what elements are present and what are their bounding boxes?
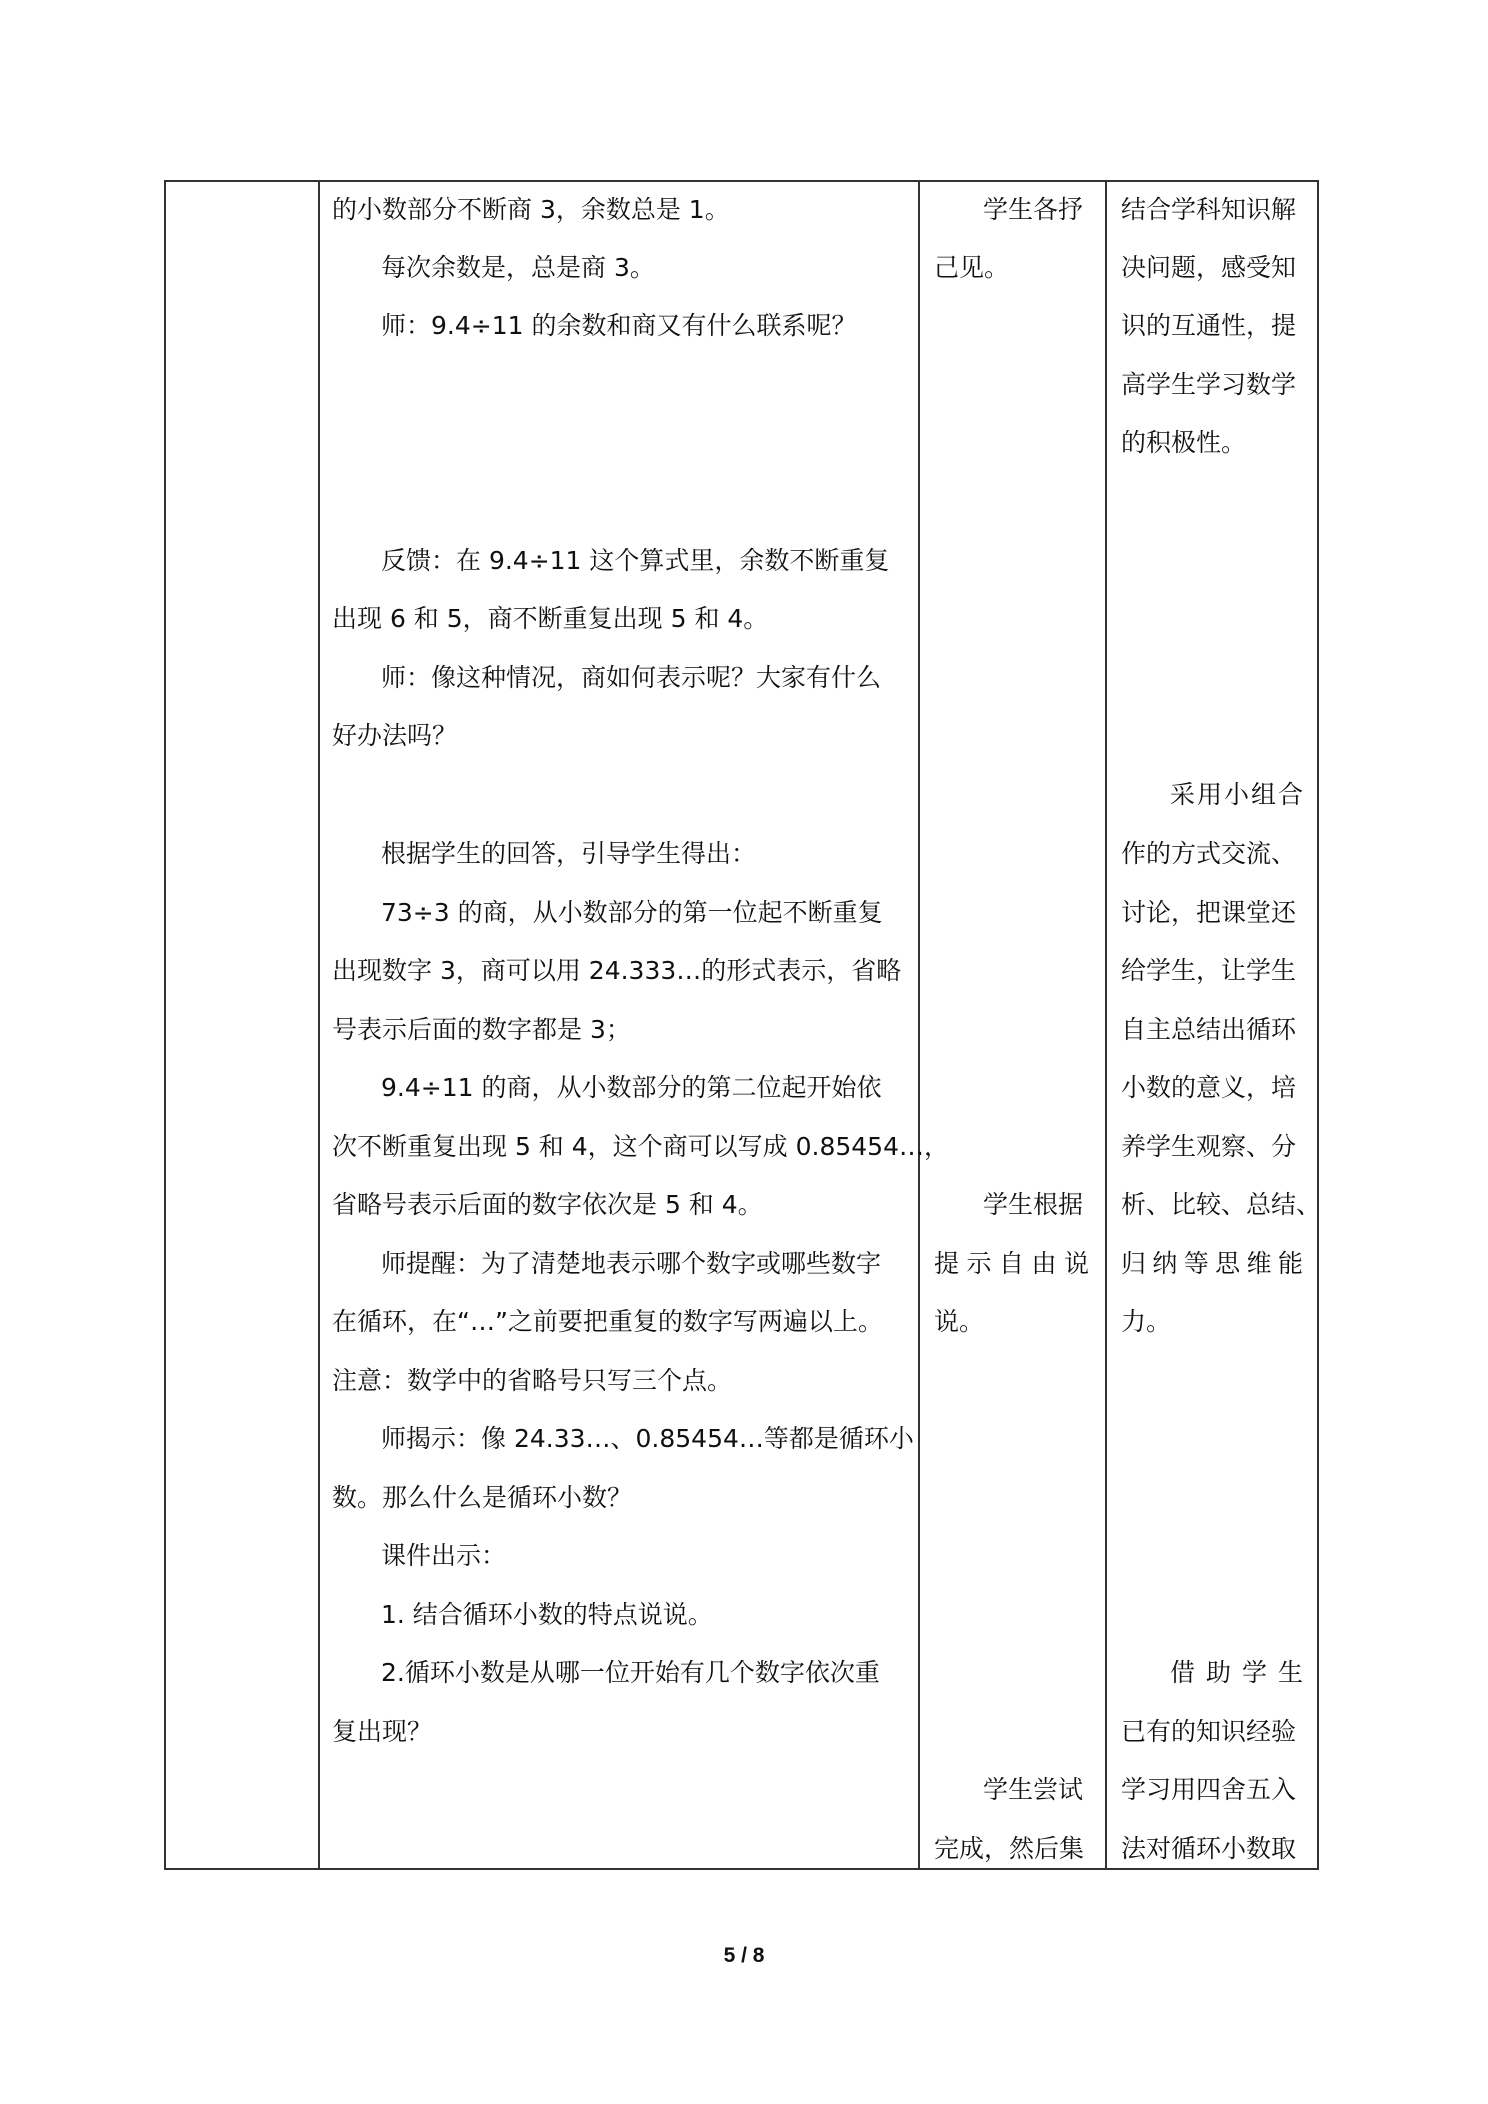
lesson-plan-table xyxy=(164,180,1322,1870)
text-line: 己见。 xyxy=(934,253,1010,282)
text-line: 提 示 自 由 说 xyxy=(934,1249,1089,1278)
text-line: 作的方式交流、 xyxy=(1121,839,1297,868)
text-line: 高学生学习数学 xyxy=(1121,370,1297,399)
text-line: 采 用 小 组 合 xyxy=(1170,780,1303,809)
text-line: 数。那么什么是循环小数？ xyxy=(332,1483,633,1512)
text-line: 9.4÷11 的商，从小数部分的第二位起开始依 xyxy=(381,1073,882,1102)
text-line: 学习用四舍五入 xyxy=(1121,1775,1297,1804)
text-line: 养学生观察、分 xyxy=(1121,1132,1297,1161)
text-line: 讨论，把课堂还 xyxy=(1121,898,1297,927)
teaching-process-column xyxy=(318,182,949,1868)
text-line: 好办法吗？ xyxy=(332,721,458,750)
text-line: 自主总结出循环 xyxy=(1121,1015,1297,1044)
text-line: 出现 6 和 5，商不断重复出现 5 和 4。 xyxy=(332,604,769,633)
text-line: 结合学科知识解 xyxy=(1121,195,1297,224)
text-line: 师：像这种情况，商如何表示呢？大家有什么 xyxy=(381,663,882,692)
text-line: 根据学生的回答，引导学生得出： xyxy=(381,839,757,868)
text-line: 已有的知识经验 xyxy=(1121,1717,1297,1746)
text-line: 完成，然后集 xyxy=(934,1834,1085,1863)
text-line: 课件出示： xyxy=(381,1541,507,1570)
text-line: 借 助 学 生 xyxy=(1170,1658,1303,1687)
text-line: 师：9.4÷11 的余数和商又有什么联系呢？ xyxy=(381,311,857,340)
text-line: 的积极性。 xyxy=(1121,428,1247,457)
text-line: 师揭示：像 24.33…、0.85454…等都是循环小 xyxy=(381,1424,914,1453)
text-line: 力。 xyxy=(1121,1307,1172,1336)
text-line: 识的互通性，提 xyxy=(1121,311,1297,340)
text-line: 学生各抒 xyxy=(983,195,1084,224)
text-line: 师提醒：为了清楚地表示哪个数字或哪些数字 xyxy=(381,1249,882,1278)
text-line: 小数的意义，培 xyxy=(1121,1073,1297,1102)
stage-column xyxy=(166,182,318,1868)
text-line: 的小数部分不断商 3，余数总是 1。 xyxy=(332,195,730,224)
text-line: 2.循环小数是从哪一位开始有几个数字依次重 xyxy=(381,1658,880,1687)
text-line: 每次余数是，总是商 3。 xyxy=(381,253,655,282)
text-line: 反馈：在 9.4÷11 这个算式里，余数不断重复 xyxy=(381,546,890,575)
text-line: 决问题，感受知 xyxy=(1121,253,1297,282)
text-line: 归 纳 等 思 维 能 xyxy=(1121,1249,1303,1278)
student-activity-column xyxy=(920,182,1105,1868)
page-number: 5 / 8 xyxy=(723,1944,765,1967)
text-line: 1. 结合循环小数的特点说说。 xyxy=(381,1600,713,1629)
text-line: 给学生，让学生 xyxy=(1121,956,1297,985)
text-line: 说。 xyxy=(934,1307,985,1336)
text-line: 73÷3 的商，从小数部分的第一位起不断重复 xyxy=(381,898,883,927)
text-line: 在循环，在“…”之前要把重复的数字写两遍以上。 xyxy=(332,1307,883,1336)
text-line: 出现数字 3，商可以用 24.333…的形式表示，省略 xyxy=(332,956,902,985)
text-line: 省略号表示后面的数字依次是 5 和 4。 xyxy=(332,1190,763,1219)
text-line: 号表示后面的数字都是 3； xyxy=(332,1015,631,1044)
text-line: 学生尝试 xyxy=(983,1775,1084,1804)
text-line: 注意：数学中的省略号只写三个点。 xyxy=(332,1366,733,1395)
text-line: 析、比较、总结、 xyxy=(1121,1190,1322,1219)
text-line: 学生根据 xyxy=(983,1190,1084,1219)
text-line: 法对循环小数取 xyxy=(1121,1834,1297,1863)
design-intent-column xyxy=(1107,182,1322,1868)
text-line: 复出现？ xyxy=(332,1717,433,1746)
text-line: 次不断重复出现 5 和 4，这个商可以写成 0.85454…， xyxy=(332,1132,949,1161)
